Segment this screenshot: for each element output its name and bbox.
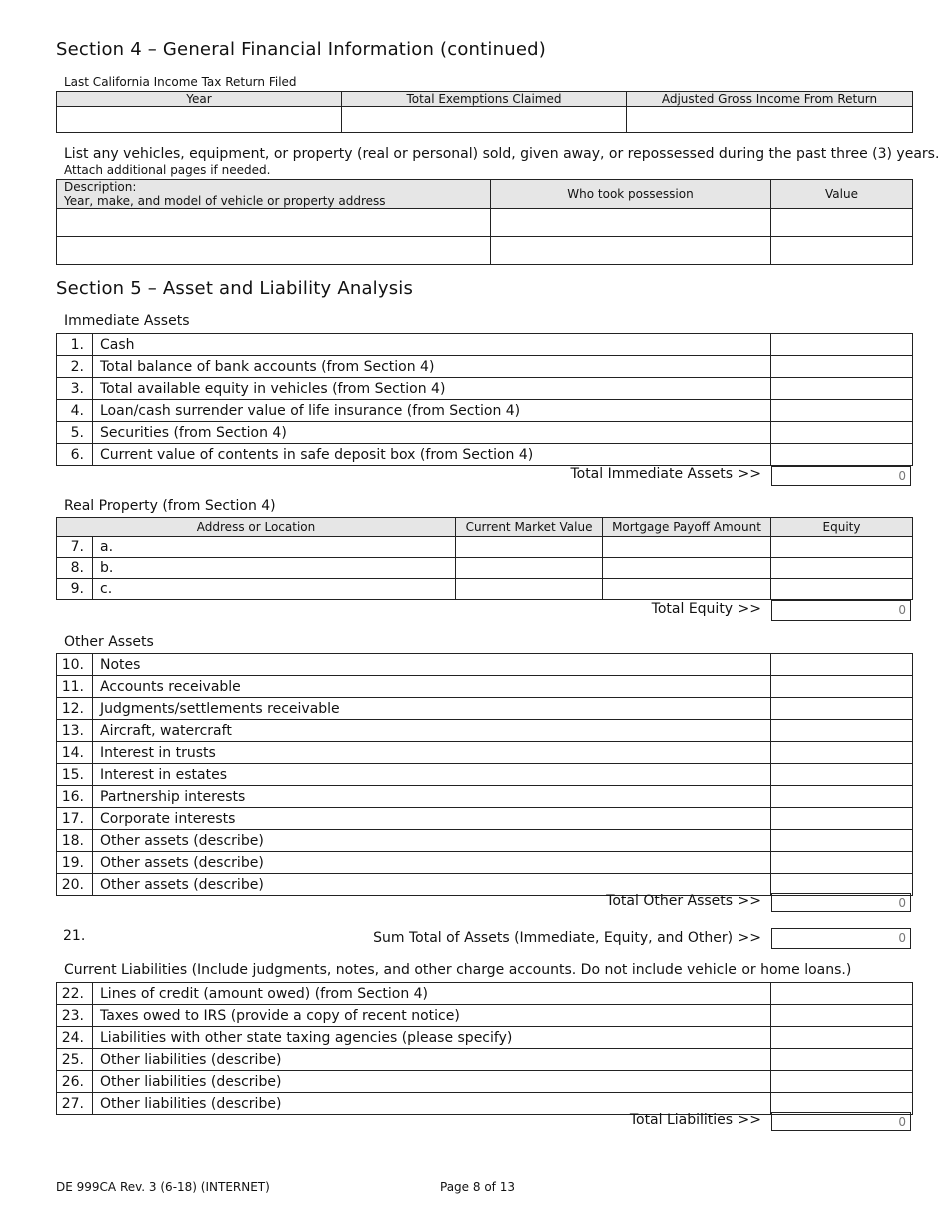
- row-label: Other assets (describe): [93, 852, 771, 874]
- amount-input[interactable]: [603, 579, 771, 600]
- row-label: c.: [93, 579, 456, 600]
- row-label: Other liabilities (describe): [93, 1093, 771, 1115]
- row-number: 5.: [57, 422, 93, 444]
- table-row: [57, 983, 913, 1005]
- sum-total-label: Sum Total of Assets (Immediate, Equity, and Other) >>: [373, 930, 761, 946]
- row-number: 22.: [57, 983, 93, 1005]
- amount-input[interactable]: [771, 742, 913, 764]
- col-agi: Adjusted Gross Income From Return: [627, 92, 913, 107]
- table-row: [57, 579, 913, 600]
- table-row: [57, 356, 913, 378]
- amount-input[interactable]: [771, 558, 913, 579]
- row-label: Liabilities with other state taxing agencies (please specify): [93, 1027, 771, 1049]
- immediate-assets-table: [56, 333, 913, 466]
- table-row: [57, 1049, 913, 1071]
- col-address: Address or Location: [57, 518, 456, 537]
- row-number: 19.: [57, 852, 93, 874]
- total-immediate-value[interactable]: 0: [771, 466, 911, 486]
- row-label: Securities (from Section 4): [93, 422, 771, 444]
- amount-input[interactable]: [771, 808, 913, 830]
- col-market-value: Current Market Value: [456, 518, 603, 537]
- amount-input[interactable]: [771, 1005, 913, 1027]
- row-number: 14.: [57, 742, 93, 764]
- row-number: 6.: [57, 444, 93, 466]
- exemptions-input[interactable]: [342, 107, 627, 133]
- amount-input[interactable]: [771, 786, 913, 808]
- total-equity-label: Total Equity >>: [651, 601, 761, 617]
- amount-input[interactable]: [771, 720, 913, 742]
- total-equity-value[interactable]: 0: [771, 600, 911, 621]
- table-row: [57, 558, 913, 579]
- liabilities-table: [56, 982, 913, 1115]
- row-label: Interest in trusts: [93, 742, 771, 764]
- table-row: [57, 830, 913, 852]
- vehicle-desc-input[interactable]: [57, 209, 491, 237]
- vehicles-caption: List any vehicles, equipment, or property (real or personal) sold, given away, or repossessed during the past three (3) years.: [64, 146, 940, 162]
- real-property-table: [56, 517, 913, 600]
- row-label: Other liabilities (describe): [93, 1071, 771, 1093]
- sum-total-value[interactable]: 0: [771, 928, 911, 949]
- row-number: 25.: [57, 1049, 93, 1071]
- row-number: 20.: [57, 874, 93, 896]
- amount-input[interactable]: [771, 852, 913, 874]
- table-row: [57, 537, 913, 558]
- row-number: 9.: [57, 579, 93, 600]
- row-number: 16.: [57, 786, 93, 808]
- desc-header-line2: Year, make, and model of vehicle or property address: [64, 194, 386, 208]
- total-other-label: Total Other Assets >>: [606, 893, 761, 909]
- total-immediate-label: Total Immediate Assets >>: [570, 466, 761, 482]
- amount-input[interactable]: [456, 579, 603, 600]
- row-number: 2.: [57, 356, 93, 378]
- total-liabilities-label: Total Liabilities >>: [629, 1112, 761, 1128]
- row-number: 23.: [57, 1005, 93, 1027]
- table-row: [57, 742, 913, 764]
- vehicle-who-input[interactable]: [491, 209, 771, 237]
- amount-input[interactable]: [771, 1049, 913, 1071]
- year-input[interactable]: [57, 107, 342, 133]
- col-equity: Equity: [771, 518, 913, 537]
- amount-input[interactable]: [771, 378, 913, 400]
- vehicle-value-input[interactable]: [771, 209, 913, 237]
- amount-input[interactable]: [771, 1027, 913, 1049]
- amount-input[interactable]: [771, 676, 913, 698]
- row-number: 18.: [57, 830, 93, 852]
- amount-input[interactable]: [771, 1071, 913, 1093]
- row-number: 27.: [57, 1093, 93, 1115]
- row-label: Total available equity in vehicles (from Section 4): [93, 378, 771, 400]
- tax-return-table: [56, 91, 913, 133]
- real-property-caption: Real Property (from Section 4): [64, 498, 276, 514]
- sum-num: 21.: [63, 928, 86, 944]
- row-label: Current value of contents in safe deposit box (from Section 4): [93, 444, 771, 466]
- other-assets-caption: Other Assets: [64, 634, 154, 650]
- row-number: 12.: [57, 698, 93, 720]
- amount-input[interactable]: [771, 444, 913, 466]
- row-number: 7.: [57, 537, 93, 558]
- amount-input[interactable]: [771, 400, 913, 422]
- desc-header-line1: Description:: [64, 180, 137, 194]
- table-row: [57, 720, 913, 742]
- vehicle-desc-input[interactable]: [57, 237, 491, 265]
- row-label: Partnership interests: [93, 786, 771, 808]
- amount-input[interactable]: [771, 356, 913, 378]
- amount-input[interactable]: [771, 698, 913, 720]
- amount-input[interactable]: [603, 558, 771, 579]
- table-row: [57, 808, 913, 830]
- row-number: 13.: [57, 720, 93, 742]
- row-label: Loan/cash surrender value of life insurance (from Section 4): [93, 400, 771, 422]
- row-label: Lines of credit (amount owed) (from Section 4): [93, 983, 771, 1005]
- row-number: 11.: [57, 676, 93, 698]
- amount-input[interactable]: [771, 334, 913, 356]
- liabilities-caption: Current Liabilities (Include judgments, notes, and other charge accounts. Do not include vehicle or home loans.): [64, 962, 852, 978]
- amount-input[interactable]: [771, 983, 913, 1005]
- table-row: [57, 676, 913, 698]
- col-who: Who took possession: [491, 180, 771, 209]
- row-number: 1.: [57, 334, 93, 356]
- amount-input[interactable]: [771, 579, 913, 600]
- table-row: [57, 378, 913, 400]
- table-row: [57, 334, 913, 356]
- section4-title: Section 4 – General Financial Information (continued): [56, 39, 546, 60]
- row-number: 4.: [57, 400, 93, 422]
- table-row: [57, 400, 913, 422]
- row-number: 17.: [57, 808, 93, 830]
- row-number: 3.: [57, 378, 93, 400]
- amount-input[interactable]: [456, 558, 603, 579]
- col-year: Year: [57, 92, 342, 107]
- col-description: [57, 180, 491, 209]
- other-assets-table: [56, 653, 913, 896]
- row-label: Notes: [93, 654, 771, 676]
- row-number: 15.: [57, 764, 93, 786]
- row-number: 10.: [57, 654, 93, 676]
- col-mortgage-payoff: Mortgage Payoff Amount: [603, 518, 771, 537]
- row-label: Interest in estates: [93, 764, 771, 786]
- table-row: [57, 654, 913, 676]
- row-label: Cash: [93, 334, 771, 356]
- vehicles-table: [56, 179, 913, 265]
- table-row: [57, 1005, 913, 1027]
- amount-input[interactable]: [456, 537, 603, 558]
- col-exemptions: Total Exemptions Claimed: [342, 92, 627, 107]
- table-row: [57, 422, 913, 444]
- agi-input[interactable]: [627, 107, 913, 133]
- amount-input[interactable]: [771, 830, 913, 852]
- col-value: Value: [771, 180, 913, 209]
- row-label: Accounts receivable: [93, 676, 771, 698]
- row-label: a.: [93, 537, 456, 558]
- total-other-value[interactable]: 0: [771, 893, 911, 912]
- amount-input[interactable]: [771, 764, 913, 786]
- row-label: Total balance of bank accounts (from Section 4): [93, 356, 771, 378]
- table-row: [57, 1027, 913, 1049]
- row-label: Aircraft, watercraft: [93, 720, 771, 742]
- table-row: [57, 698, 913, 720]
- row-label: Other liabilities (describe): [93, 1049, 771, 1071]
- row-number: 8.: [57, 558, 93, 579]
- amount-input[interactable]: [771, 422, 913, 444]
- table-row: [57, 786, 913, 808]
- table-row: [57, 444, 913, 466]
- tax-return-caption: Last California Income Tax Return Filed: [64, 75, 297, 89]
- table-row: [57, 764, 913, 786]
- immediate-caption: Immediate Assets: [64, 313, 190, 329]
- row-label: Judgments/settlements receivable: [93, 698, 771, 720]
- vehicle-who-input[interactable]: [491, 237, 771, 265]
- row-label: Corporate interests: [93, 808, 771, 830]
- table-row: [57, 1071, 913, 1093]
- vehicle-value-input[interactable]: [771, 237, 913, 265]
- page-number: Page 8 of 13: [440, 1180, 515, 1194]
- amount-input[interactable]: [771, 654, 913, 676]
- row-label: Other assets (describe): [93, 830, 771, 852]
- row-label: b.: [93, 558, 456, 579]
- amount-input[interactable]: [603, 537, 771, 558]
- form-id: DE 999CA Rev. 3 (6-18) (INTERNET): [56, 1180, 270, 1194]
- table-row: [57, 852, 913, 874]
- row-label: Other assets (describe): [93, 874, 771, 896]
- row-number: 26.: [57, 1071, 93, 1093]
- vehicles-subcaption: Attach additional pages if needed.: [64, 163, 271, 177]
- row-number: 24.: [57, 1027, 93, 1049]
- amount-input[interactable]: [771, 537, 913, 558]
- row-label: Taxes owed to IRS (provide a copy of recent notice): [93, 1005, 771, 1027]
- section5-title: Section 5 – Asset and Liability Analysis: [56, 278, 414, 299]
- total-liabilities-value[interactable]: 0: [771, 1112, 911, 1131]
